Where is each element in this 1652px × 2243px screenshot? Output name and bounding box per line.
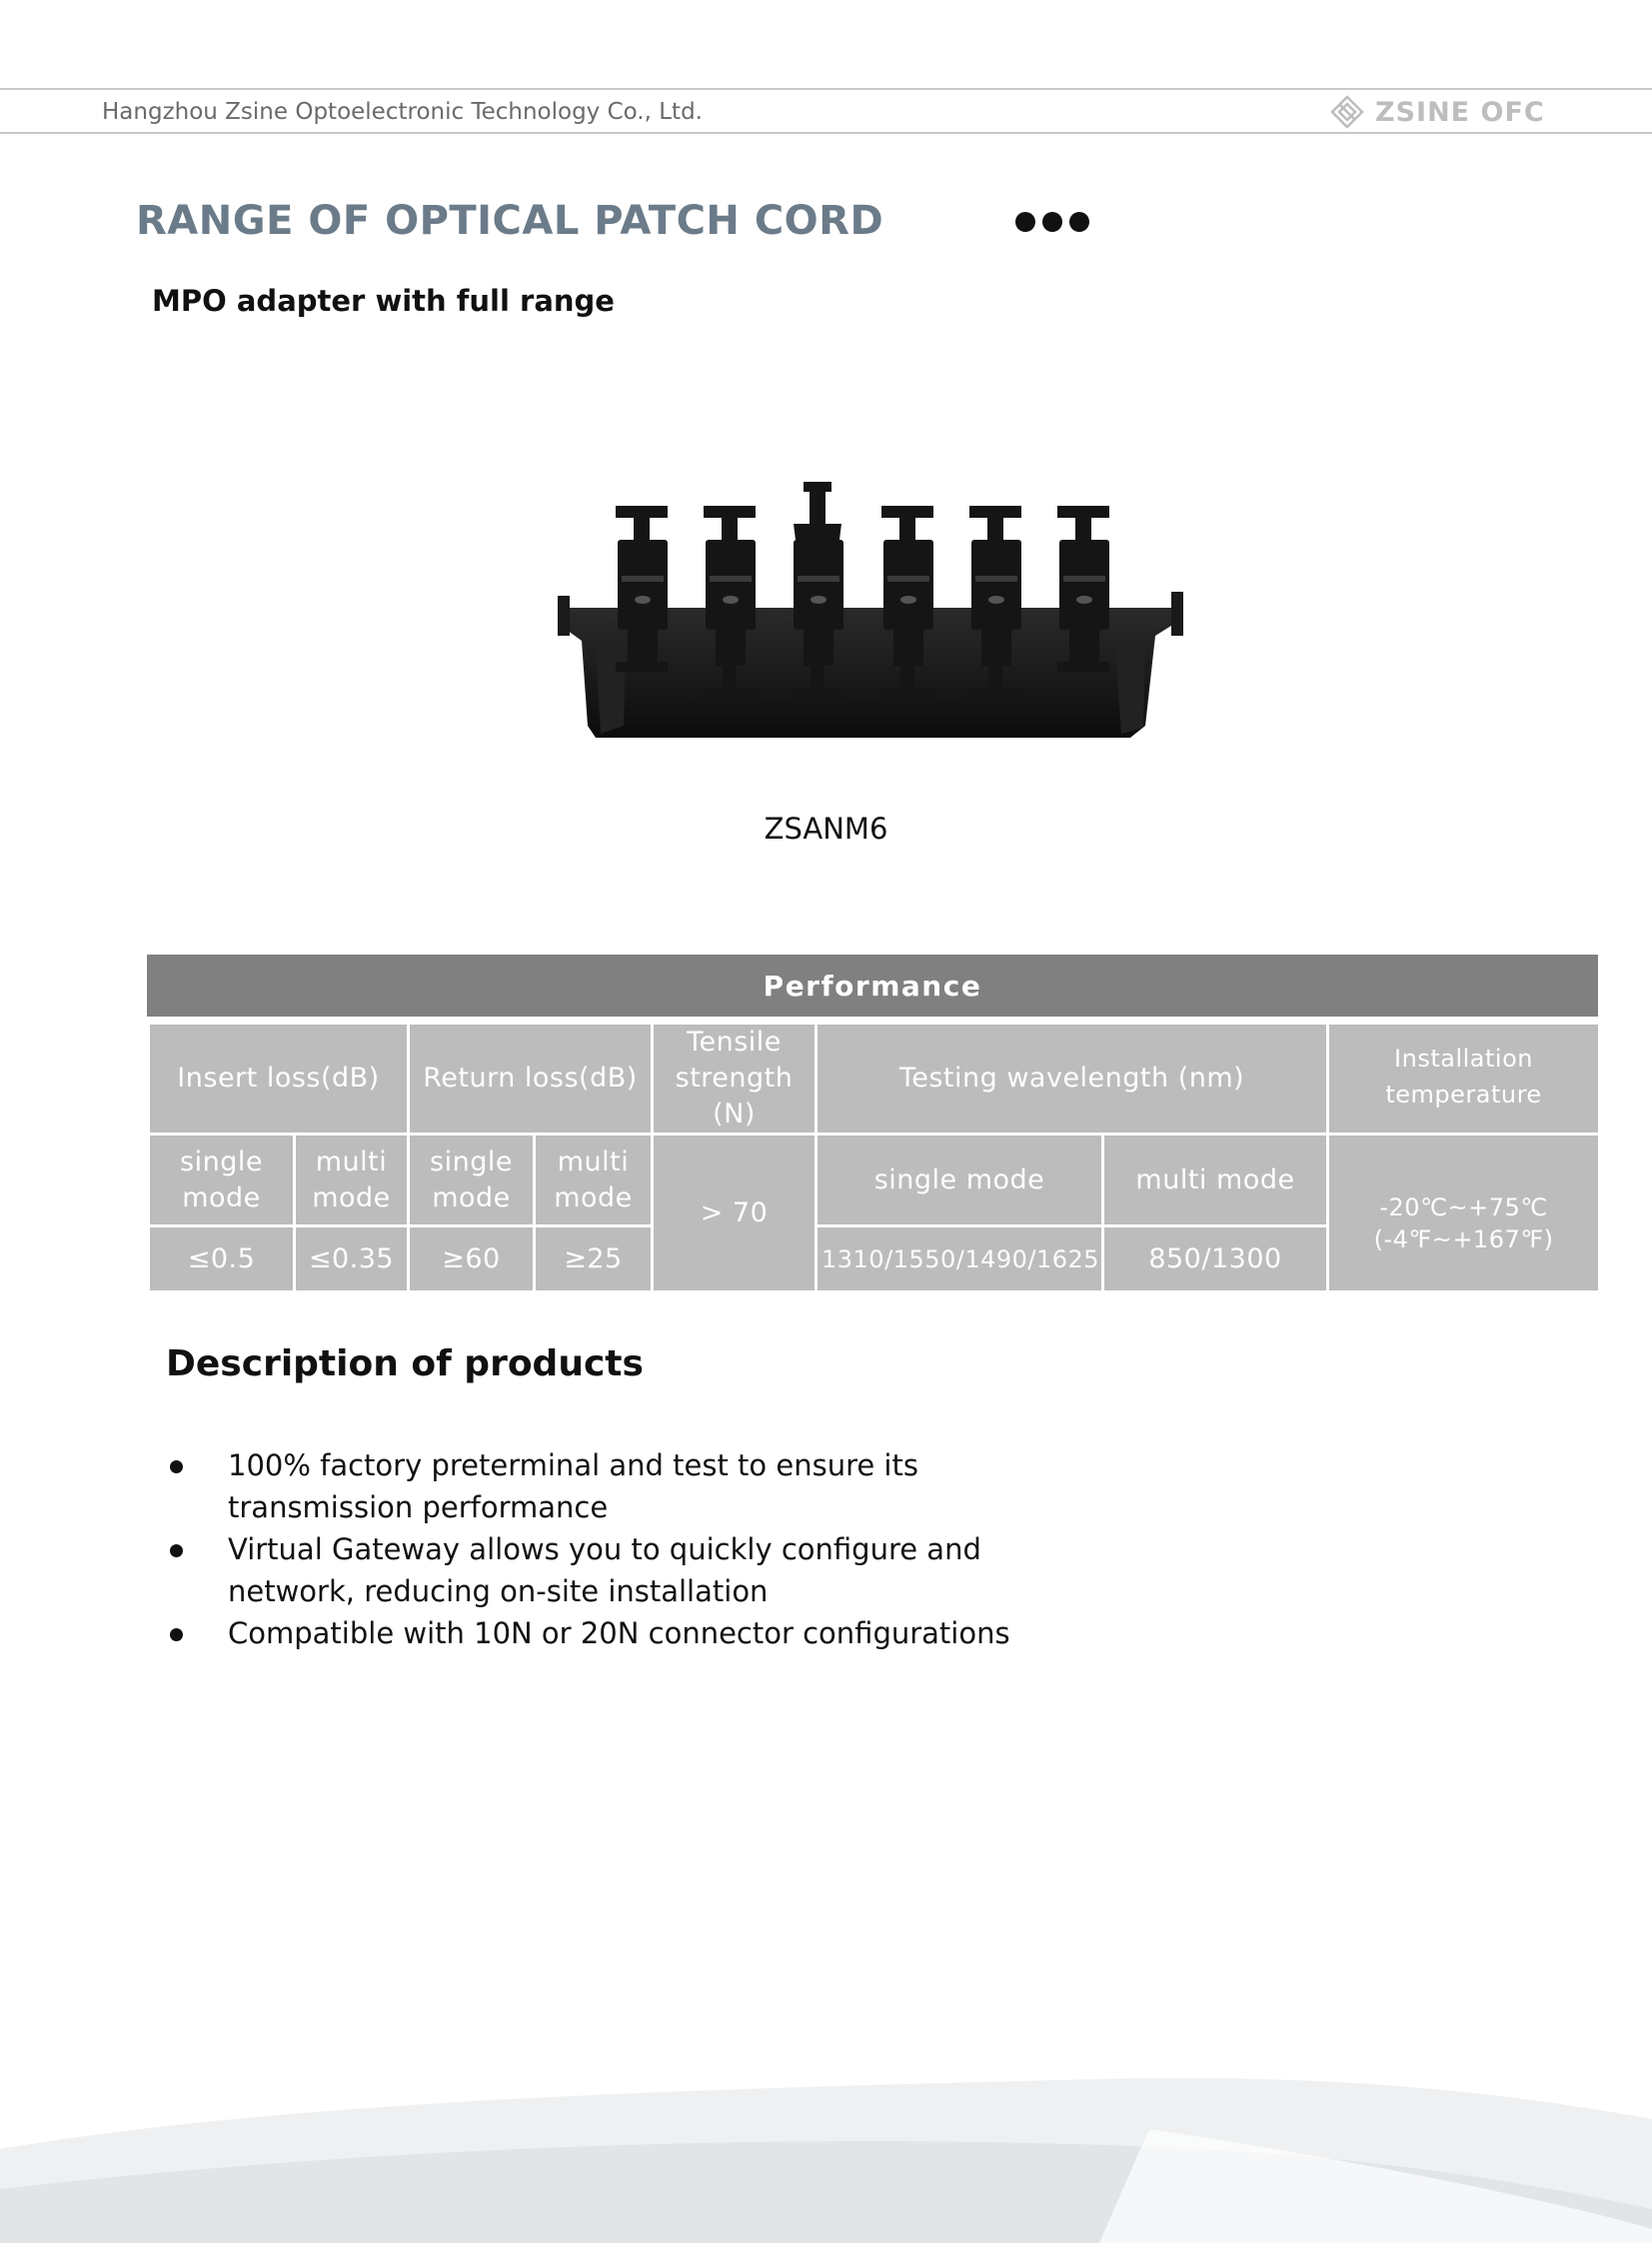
sub-rl-multi-mode: multi mode [535, 1134, 653, 1226]
sub-rl-single-mode: single mode [409, 1134, 535, 1226]
header-divider-top [0, 88, 1652, 90]
list-item: 100% factory preterminal and test to ensure its transmission performance [166, 1444, 1065, 1528]
header-installation-temperature: Installation temperature [1328, 1024, 1600, 1134]
value-rl-single: ≥60 [409, 1226, 535, 1292]
value-temp-fahrenheit: (-4℉~+167℉) [1373, 1224, 1554, 1253]
performance-table [147, 1022, 1601, 1293]
value-il-multi: ≤0.35 [295, 1226, 409, 1292]
logo-diamond-icon [1329, 94, 1365, 130]
header-insert-loss: Insert loss(dB) [149, 1024, 409, 1134]
bullet-icon [170, 1628, 183, 1641]
mpo-adapter-image [556, 476, 1185, 756]
dot-icon [1015, 212, 1035, 232]
header-divider-bottom [0, 132, 1652, 134]
sub-wl-single-mode: single mode [817, 1134, 1103, 1226]
value-tensile: > 70 [653, 1134, 817, 1292]
list-item: Virtual Gateway allows you to quickly configure and network, reducing on-site installation [166, 1528, 1065, 1612]
bullet-icon [170, 1460, 183, 1473]
company-name: Hangzhou Zsine Optoelectronic Technology Co., Ltd. [102, 99, 703, 125]
value-il-single: ≤0.5 [149, 1226, 295, 1292]
list-item: Compatible with 10N or 20N connector configurations [166, 1612, 1065, 1654]
header-return-loss: Return loss(dB) [409, 1024, 653, 1134]
value-temp-celsius: -20℃~+75℃ [1379, 1192, 1548, 1221]
description-list [166, 1444, 1065, 1654]
dot-icon [1069, 212, 1089, 232]
sub-il-single-mode: single mode [149, 1134, 295, 1226]
value-installation-temperature [1328, 1134, 1600, 1292]
value-wl-single: 1310/1550/1490/1625 [817, 1226, 1103, 1292]
logo-text: ZSINE OFC [1375, 96, 1545, 128]
description-title: Description of products [166, 1343, 644, 1384]
performance-heading: Performance [147, 955, 1598, 1017]
header-tensile-strength: Tensile strength (N) [653, 1024, 817, 1134]
page-subtitle: MPO adapter with full range [152, 284, 615, 318]
bullet-icon [170, 1544, 183, 1557]
header-testing-wavelength: Testing wavelength (nm) [817, 1024, 1328, 1134]
company-logo [1329, 92, 1545, 132]
sub-wl-multi-mode: multi mode [1103, 1134, 1328, 1226]
dot-icon [1042, 212, 1062, 232]
value-rl-multi: ≥25 [535, 1226, 653, 1292]
product-model: ZSANM6 [764, 812, 888, 846]
value-wl-multi: 850/1300 [1103, 1226, 1328, 1292]
page-title: RANGE OF OPTICAL PATCH CORD [136, 198, 884, 244]
sub-il-multi-mode: multi mode [295, 1134, 409, 1226]
footer-wave-decoration [0, 2039, 1652, 2243]
title-dots [1015, 212, 1089, 232]
